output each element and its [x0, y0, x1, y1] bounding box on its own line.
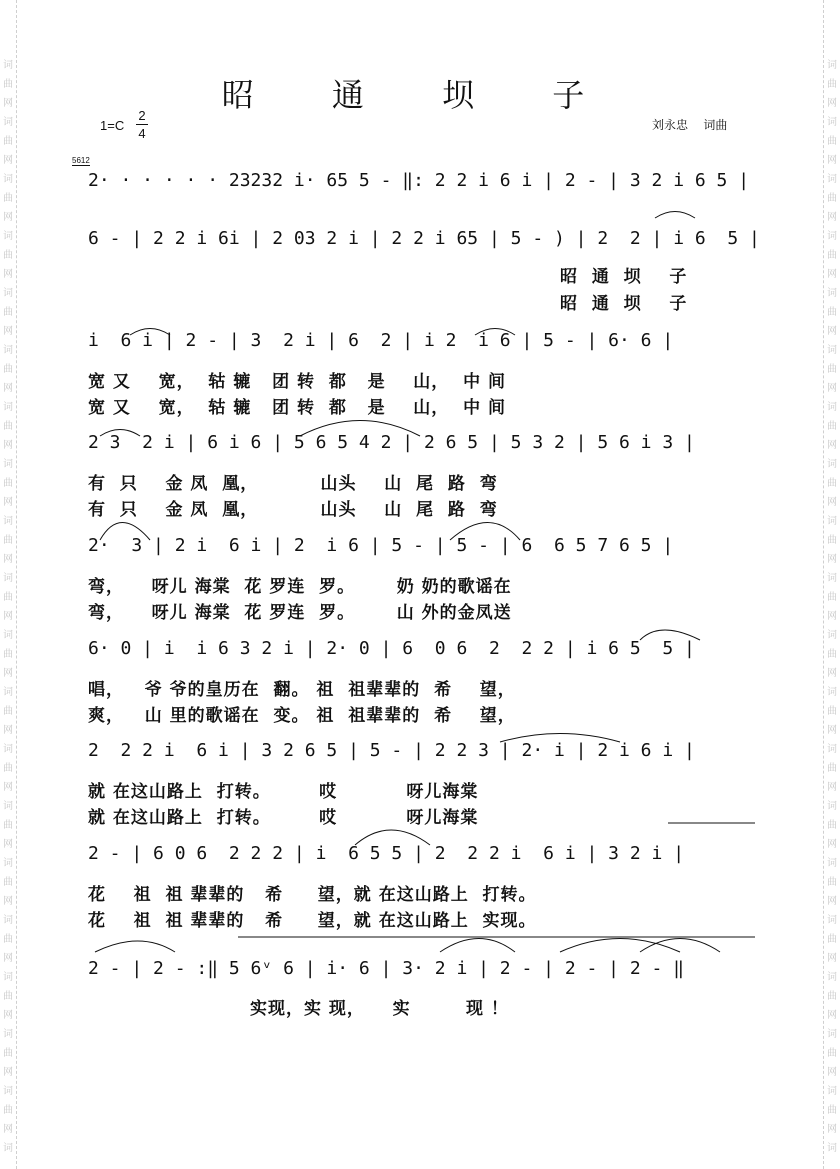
watermark-glyph: 曲	[827, 478, 837, 489]
watermark-glyph: 曲	[827, 535, 837, 546]
lyric-line-6-v1: 就 在这山路上 打转。 哎 呀儿海棠	[88, 782, 479, 802]
watermark-glyph: 词	[827, 858, 837, 869]
watermark-glyph: 网	[3, 326, 13, 337]
watermark-glyph: 网	[3, 98, 13, 109]
watermark-glyph: 网	[827, 839, 837, 850]
lyric-line-5-v2: 爽， 山 里的歌谣在 变。 祖 祖辈辈的 希 望，	[88, 706, 516, 726]
watermark-glyph: 词	[827, 687, 837, 698]
watermark-glyph: 曲	[827, 1048, 837, 1059]
watermark-glyph: 网	[827, 155, 837, 166]
slur	[640, 939, 720, 953]
watermark-glyph: 曲	[827, 877, 837, 888]
grace-note: 5612	[72, 156, 90, 165]
watermark-glyph: 网	[827, 497, 837, 508]
watermark-glyph: 曲	[827, 820, 837, 831]
watermark-glyph: 网	[3, 839, 13, 850]
watermark-glyph: 曲	[827, 991, 837, 1002]
watermark-glyph: 曲	[3, 478, 13, 489]
watermark-glyph: 网	[3, 953, 13, 964]
watermark-glyph: 网	[3, 782, 13, 793]
watermark-glyph: 网	[3, 611, 13, 622]
watermark-glyph: 曲	[827, 706, 837, 717]
watermark-glyph: 词	[827, 516, 837, 527]
lyric-line-4-v2: 弯， 呀儿 海棠 花 罗连 罗。 山 外的金凤送	[88, 603, 512, 623]
watermark-glyph: 曲	[827, 364, 837, 375]
watermark-glyph: 曲	[827, 250, 837, 261]
watermark-glyph: 词	[3, 1143, 13, 1154]
watermark-glyph: 网	[827, 98, 837, 109]
watermark-glyph: 曲	[827, 193, 837, 204]
watermark-glyph: 曲	[3, 649, 13, 660]
left-margin-watermark	[0, 0, 17, 1169]
watermark-glyph: 网	[3, 554, 13, 565]
watermark-glyph: 曲	[827, 421, 837, 432]
watermark-glyph: 网	[3, 725, 13, 736]
watermark-glyph: 词	[827, 459, 837, 470]
lyric-line-3-v1: 有 只 金 凤 凰， 山头 山 尾 路 弯	[88, 474, 498, 494]
slur	[440, 939, 515, 953]
watermark-glyph: 词	[3, 573, 13, 584]
watermark-glyph: 网	[827, 383, 837, 394]
watermark-glyph: 网	[3, 440, 13, 451]
song-title: 昭 通 坝 子	[221, 76, 619, 114]
right-margin-watermark	[823, 0, 840, 1169]
watermark-glyph: 曲	[3, 79, 13, 90]
watermark-glyph: 词	[827, 345, 837, 356]
watermark-glyph: 网	[827, 668, 837, 679]
score-line-4: 2 3 2 i | 6 i 6 | 5 6 5 4 2 | 2 6 5 | 5 3 2 | 5 6 i 3 |	[88, 432, 695, 453]
watermark-glyph: 曲	[3, 877, 13, 888]
watermark-glyph: 曲	[3, 307, 13, 318]
watermark-glyph: 词	[827, 117, 837, 128]
watermark-glyph: 曲	[3, 706, 13, 717]
watermark-glyph: 词	[3, 687, 13, 698]
watermark-glyph: 网	[3, 896, 13, 907]
watermark-glyph: 曲	[827, 592, 837, 603]
watermark-glyph: 曲	[827, 934, 837, 945]
lyric-line-7-v1: 花 祖 祖 辈辈的 希 望，就 在这山路上 打转。	[88, 885, 537, 905]
watermark-glyph: 词	[3, 231, 13, 242]
slur	[560, 939, 680, 953]
lyric-line-4-v1: 弯， 呀儿 海棠 花 罗连 罗。 奶 奶的歌谣在	[88, 577, 512, 597]
time-signature-bottom: 4	[138, 126, 146, 141]
watermark-glyph: 曲	[3, 250, 13, 261]
watermark-glyph: 词	[827, 801, 837, 812]
watermark-glyph: 词	[827, 1143, 837, 1154]
time-signature-top: 2	[138, 108, 146, 123]
watermark-glyph: 词	[827, 174, 837, 185]
time-signature	[136, 108, 148, 141]
slur	[95, 941, 175, 952]
watermark-glyph: 词	[3, 60, 13, 71]
lyric-line-2-v2: 宽 又 宽， 轱 辘 团 转 都 是 山， 中 间	[88, 398, 507, 418]
watermark-glyph: 网	[827, 326, 837, 337]
score-line-1: 2· · · · · · 23232 i· 65 5 - ‖: 2 2 i 6 i | 2 - | 3 2 i 6 5 |	[88, 170, 750, 191]
watermark-glyph: 词	[827, 402, 837, 413]
watermark-glyph: 词	[3, 801, 13, 812]
watermark-glyph: 词	[3, 288, 13, 299]
score-line-9: 2 - | 2 - :‖ 5 6ᵛ 6 | i· 6 | 3· 2 i | 2 - | 2 - | 2 - ‖	[88, 958, 685, 979]
watermark-glyph: 网	[3, 1067, 13, 1078]
watermark-glyph: 网	[827, 896, 837, 907]
watermark-glyph: 网	[3, 497, 13, 508]
watermark-glyph: 曲	[3, 991, 13, 1002]
lyric-line-2-v1: 宽 又 宽， 轱 辘 团 转 都 是 山， 中 间	[88, 372, 507, 392]
watermark-glyph: 词	[3, 630, 13, 641]
watermark-glyph: 词	[3, 744, 13, 755]
watermark-glyph: 曲	[3, 1105, 13, 1116]
watermark-glyph: 词	[3, 915, 13, 926]
score-line-7: 2 2 2 i 6 i | 3 2 6 5 | 5 - | 2 2 3 | 2· i | 2 i 6 i |	[88, 740, 695, 761]
lyric-line-6-v2: 就 在这山路上 打转。 哎 呀儿海棠	[88, 808, 479, 828]
watermark-glyph: 曲	[827, 649, 837, 660]
watermark-glyph: 曲	[3, 1048, 13, 1059]
watermark-glyph: 词	[827, 915, 837, 926]
watermark-glyph: 词	[3, 345, 13, 356]
watermark-glyph: 曲	[3, 820, 13, 831]
watermark-glyph: 网	[3, 1124, 13, 1135]
watermark-glyph: 网	[3, 269, 13, 280]
watermark-glyph: 曲	[3, 193, 13, 204]
watermark-glyph: 曲	[3, 592, 13, 603]
watermark-glyph: 词	[3, 1086, 13, 1097]
watermark-glyph: 曲	[3, 136, 13, 147]
watermark-glyph: 网	[827, 554, 837, 565]
watermark-glyph: 网	[827, 1067, 837, 1078]
score-line-8: 2 - | 6 0 6 2 2 2 | i 6 5 5 | 2 2 2 i 6 i | 3 2 i |	[88, 843, 685, 864]
watermark-glyph: 网	[3, 1010, 13, 1021]
lyric-line-3-v2: 有 只 金 凤 凰， 山头 山 尾 路 弯	[88, 500, 498, 520]
lyric-line-1-v1: 昭 通 坝 子	[560, 267, 688, 287]
watermark-glyph: 曲	[827, 79, 837, 90]
watermark-glyph: 网	[827, 953, 837, 964]
score-line-5: 2· 3 | 2 i 6 i | 2 i 6 | 5 - | 5 - | 6 6 5 7 6 5 |	[88, 535, 674, 556]
watermark-glyph: 词	[827, 630, 837, 641]
watermark-glyph: 曲	[3, 934, 13, 945]
watermark-glyph: 词	[827, 288, 837, 299]
watermark-glyph: 网	[827, 782, 837, 793]
watermark-glyph: 网	[827, 1010, 837, 1021]
watermark-glyph: 词	[827, 1086, 837, 1097]
watermark-glyph: 词	[827, 972, 837, 983]
watermark-glyph: 曲	[827, 307, 837, 318]
lyric-line-5-v1: 唱， 爷 爷的皇历在 翻。 祖 祖辈辈的 希 望，	[88, 680, 516, 700]
watermark-glyph: 曲	[827, 1105, 837, 1116]
key-signature: 1=C	[100, 118, 125, 133]
watermark-glyph: 网	[827, 1124, 837, 1135]
credit-line: 刘永忠 词曲	[652, 118, 728, 132]
score-line-3: i 6 i | 2 - | 3 2 i | 6 2 | i 2 i 6 | 5 - | 6· 6 |	[88, 330, 674, 351]
watermark-glyph: 词	[827, 744, 837, 755]
lyric-line-8: 实现，实 现， 实 现 ！	[250, 999, 509, 1019]
watermark-glyph: 曲	[3, 535, 13, 546]
lyric-line-7-v2: 花 祖 祖 辈辈的 希 望，就 在这山路上 实现。	[88, 911, 537, 931]
watermark-glyph: 网	[3, 383, 13, 394]
watermark-glyph: 词	[3, 972, 13, 983]
watermark-glyph: 词	[827, 573, 837, 584]
watermark-glyph: 词	[3, 1029, 13, 1040]
watermark-glyph: 词	[827, 231, 837, 242]
watermark-glyph: 曲	[3, 364, 13, 375]
watermark-glyph: 网	[3, 668, 13, 679]
lyric-line-1-v2: 昭 通 坝 子	[560, 294, 688, 314]
watermark-glyph: 词	[3, 858, 13, 869]
watermark-glyph: 网	[827, 212, 837, 223]
watermark-glyph: 网	[3, 155, 13, 166]
watermark-glyph: 曲	[3, 763, 13, 774]
score-line-2: 6 - | 2 2 i 6i | 2 03 2 i | 2 2 i 65 | 5 - ) | 2 2 | i 6 5 |	[88, 228, 760, 249]
watermark-glyph: 网	[827, 725, 837, 736]
watermark-glyph: 词	[3, 174, 13, 185]
watermark-glyph: 网	[827, 611, 837, 622]
watermark-glyph: 曲	[827, 763, 837, 774]
slur	[655, 212, 695, 219]
watermark-glyph: 曲	[3, 421, 13, 432]
watermark-glyph: 词	[3, 117, 13, 128]
watermark-glyph: 网	[3, 212, 13, 223]
watermark-glyph: 词	[827, 1029, 837, 1040]
watermark-glyph: 词	[3, 516, 13, 527]
watermark-glyph: 词	[827, 60, 837, 71]
watermark-glyph: 网	[827, 440, 837, 451]
watermark-glyph: 词	[3, 459, 13, 470]
watermark-glyph: 词	[3, 402, 13, 413]
score-line-6: 6· 0 | i i 6 3 2 i | 2· 0 | 6 0 6 2 2 2 | i 6 5 5 |	[88, 638, 695, 659]
watermark-glyph: 曲	[827, 136, 837, 147]
watermark-glyph: 网	[827, 269, 837, 280]
